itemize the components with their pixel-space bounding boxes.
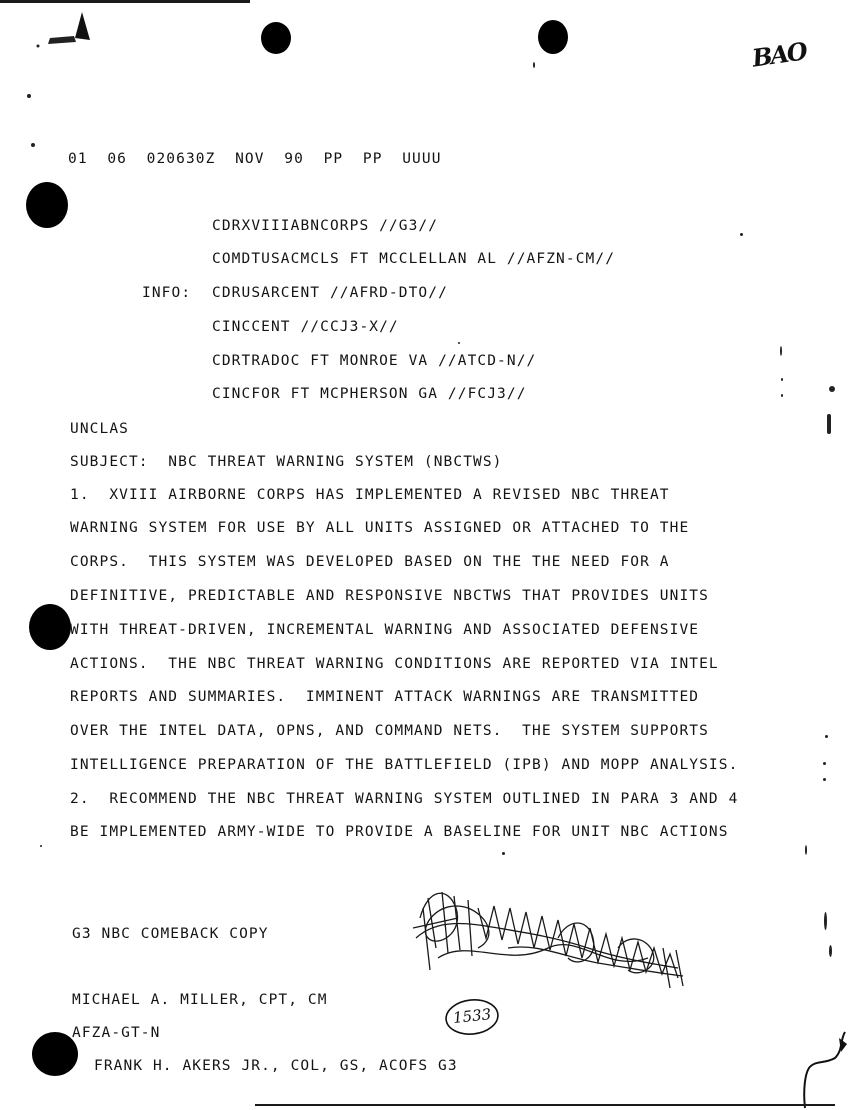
drafter-line: MICHAEL A. MILLER, CPT, CM [72, 992, 328, 1008]
body-line: REPORTS AND SUMMARIES. IMMINENT ATTACK WARNINGS ARE TRANSMITTED [70, 689, 700, 705]
addressee-info-3: CDRTRADOC FT MONROE VA //ATCD-N// [212, 353, 537, 369]
speck [533, 62, 535, 68]
speck [27, 94, 31, 98]
speck [740, 233, 743, 236]
speck [823, 778, 826, 781]
subject-line: SUBJECT: NBC THREAT WARNING SYSTEM (NBCTWS) [70, 454, 503, 470]
addressee-to-2: COMDTUSACMCLS FT MCCLELLAN AL //AFZN-CM// [212, 251, 616, 267]
speck [781, 378, 783, 381]
speck [502, 852, 505, 855]
signature-scribble-icon [408, 878, 693, 993]
speck [805, 845, 807, 855]
message-header-line: 01 06 020630Z NOV 90 PP PP UUUU [68, 151, 442, 167]
speck [780, 346, 782, 356]
corner-mark-icon [30, 8, 100, 50]
bottom-edge-line [255, 1104, 835, 1106]
classification: UNCLAS [70, 421, 129, 437]
addressee-info-1: CDRUSARCENT //AFRD-DTO// [212, 285, 448, 301]
punch-hole-top-left [261, 22, 291, 54]
body-line: WARNING SYSTEM FOR USE BY ALL UNITS ASSIGNED OR ATTACHED TO THE [70, 520, 690, 536]
body-line: CORPS. THIS SYSTEM WAS DEVELOPED BASED ON THE THE NEED FOR A [70, 554, 670, 570]
speck [824, 912, 827, 930]
punch-hole-left-2 [29, 604, 71, 650]
addressee-info-2: CINCCENT //CCJ3-X// [212, 319, 399, 335]
handwritten-initials: BAO [750, 36, 808, 73]
speck [823, 762, 826, 765]
corner-scribble-icon [795, 1030, 850, 1110]
body-line: OVER THE INTEL DATA, OPNS, AND COMMAND NETS. THE SYSTEM SUPPORTS [70, 723, 709, 739]
punch-hole-left-1 [26, 182, 68, 228]
body-line: BE IMPLEMENTED ARMY-WIDE TO PROVIDE A BASELINE FOR UNIT NBC ACTIONS [70, 824, 729, 840]
info-label: INFO: [142, 285, 192, 301]
addressee-to-1: CDRXVIIIABNCORPS //G3// [212, 218, 439, 234]
stamp-number: 1533 [452, 1005, 493, 1027]
addressee-info-4: CINCFOR FT MCPHERSON GA //FCJ3// [212, 386, 527, 402]
speck [825, 735, 828, 738]
speck [458, 342, 460, 344]
body-line: 1. XVIII AIRBORNE CORPS HAS IMPLEMENTED A REVISED NBC THREAT [70, 487, 670, 503]
releaser-line: FRANK H. AKERS JR., COL, GS, ACOFS G3 [94, 1058, 458, 1074]
speck [40, 845, 42, 847]
body-line: INTELLIGENCE PREPARATION OF THE BATTLEFIELD (IPB) AND MOPP ANALYSIS. [70, 757, 739, 773]
body-line: 2. RECOMMEND THE NBC THREAT WARNING SYSTEM OUTLINED IN PARA 3 AND 4 [70, 791, 739, 807]
top-edge-line [0, 0, 250, 3]
copy-line: G3 NBC COMEBACK COPY [72, 926, 269, 942]
body-line: WITH THREAT-DRIVEN, INCREMENTAL WARNING AND ASSOCIATED DEFENSIVE [70, 622, 700, 638]
punch-hole-top-right [538, 20, 568, 54]
body-line: DEFINITIVE, PREDICTABLE AND RESPONSIVE NBCTWS THAT PROVIDES UNITS [70, 588, 709, 604]
speck [31, 143, 35, 147]
body-line: ACTIONS. THE NBC THREAT WARNING CONDITIONS ARE REPORTED VIA INTEL [70, 656, 719, 672]
speck [829, 945, 832, 957]
office-symbol: AFZA-GT-N [72, 1025, 161, 1041]
speck [829, 386, 835, 392]
speck [827, 414, 831, 434]
speck [781, 394, 783, 397]
